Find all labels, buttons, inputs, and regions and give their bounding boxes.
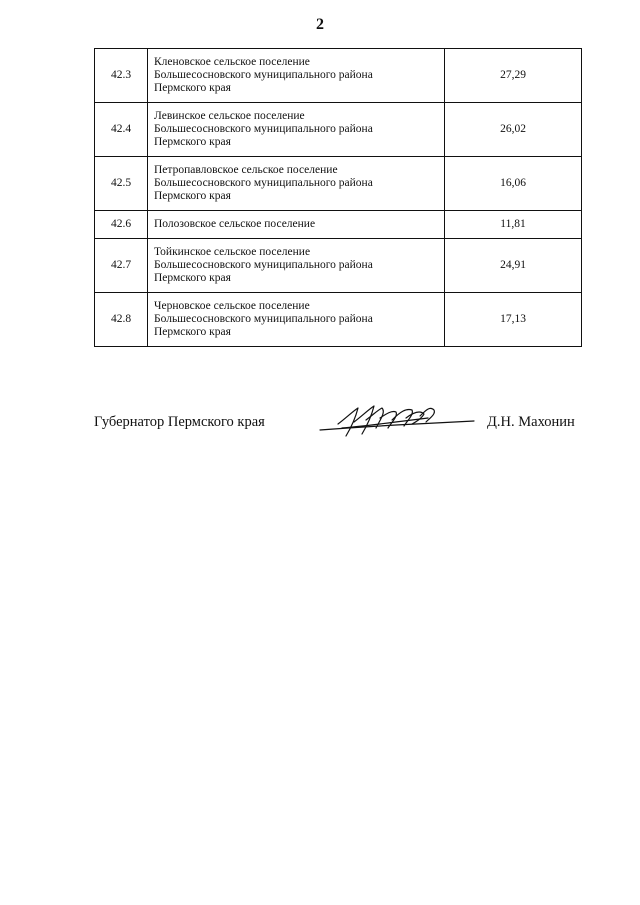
settlement-name-line: Большесосновского муниципального района [154,313,373,325]
settlement-name-line: Большесосновского муниципального района [154,259,373,271]
settlement-name [148,49,445,103]
settlement-name-line: Пермского края [154,326,231,338]
settlement-name [148,211,445,239]
settlement-name-line: Черновское сельское поселение [154,300,310,312]
row-value: 24,91 [445,239,582,293]
settlement-name [148,293,445,347]
settlement-name-line: Пермского края [154,272,231,284]
handwritten-signature [316,398,476,442]
settlement-name [148,157,445,211]
row-number: 42.6 [95,211,148,239]
settlement-name-line: Пермского края [154,136,231,148]
signatory-title: Губернатор Пермского края [94,414,265,430]
table-row [95,49,582,103]
table-row [95,293,582,347]
table-row [95,157,582,211]
settlement-name [148,239,445,293]
settlement-name-line: Большесосновского муниципального района [154,123,373,135]
table-body [95,49,582,347]
row-number: 42.8 [95,293,148,347]
row-value: 11,81 [445,211,582,239]
row-value: 17,13 [445,293,582,347]
settlement-name-line: Петропавловское сельское поселение [154,164,338,176]
settlement-name-line: Полозовское сельское поселение [154,218,316,230]
settlement-name-line: Тойкинское сельское поселение [154,246,311,258]
settlement-name-line: Большесосновского муниципального района [154,177,373,189]
row-number: 42.3 [95,49,148,103]
table-row [95,211,582,239]
page-number: 2 [316,16,324,33]
settlement-name-line: Пермского края [154,190,231,202]
row-number: 42.4 [95,103,148,157]
settlement-name-line: Большесосновского муниципального района [154,69,373,81]
settlement-name-line: Кленовское сельское поселение [154,56,310,68]
row-value: 16,06 [445,157,582,211]
settlement-name [148,103,445,157]
data-table [94,48,582,347]
table-row [95,239,582,293]
signatory-name: Д.Н. Махонин [487,414,575,430]
settlement-name-line: Пермского края [154,82,231,94]
row-number: 42.7 [95,239,148,293]
row-value: 26,02 [445,103,582,157]
row-number: 42.5 [95,157,148,211]
row-value: 27,29 [445,49,582,103]
settlement-name-line: Левинское сельское поселение [154,110,305,122]
table-row [95,103,582,157]
